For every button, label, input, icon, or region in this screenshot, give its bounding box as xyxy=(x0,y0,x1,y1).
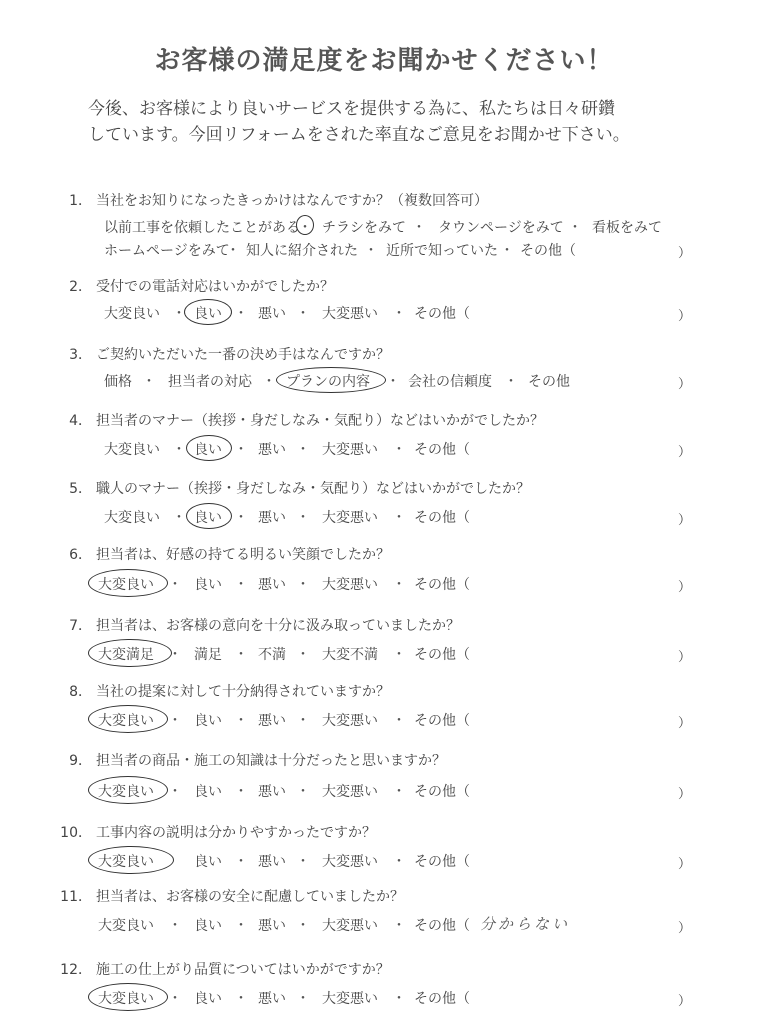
option: 大変良い xyxy=(98,577,154,593)
option: 大変満足 xyxy=(98,647,154,663)
option: 大変良い xyxy=(98,784,154,800)
separator: ・ xyxy=(364,243,378,259)
question-number: 11． xyxy=(60,889,92,905)
question-text: 担当者は、好感の持てる明るい笑顔でしたか？ xyxy=(96,547,390,563)
separator: ・ xyxy=(568,220,582,236)
question-text: 当社の提案に対して十分納得されていますか？ xyxy=(96,684,390,700)
separator: ・ xyxy=(412,220,426,236)
option: 大変良い xyxy=(104,306,160,322)
separator: ・ xyxy=(386,374,400,390)
question-number: 9． xyxy=(69,753,92,769)
option: 大変悪い xyxy=(322,577,378,593)
separator: ・ xyxy=(392,991,406,1007)
close-paren: ） xyxy=(678,580,692,595)
question-text: 施工の仕上がり品質についてはいかがですか？ xyxy=(96,962,390,978)
separator: ・ xyxy=(392,510,406,526)
option: 悪い xyxy=(258,713,286,729)
separator: ・ xyxy=(142,374,156,390)
separator: ・ xyxy=(234,784,248,800)
option: 会社の信頼度 xyxy=(408,374,492,390)
intro-line-1: 今後、お客様により良いサービスを提供する為に、私たちは日々研鑽 xyxy=(88,99,615,119)
question-number: 1． xyxy=(69,193,92,209)
separator: ・ xyxy=(296,784,310,800)
option: 大変悪い xyxy=(322,784,378,800)
question-number: 12． xyxy=(60,962,92,978)
option: 大変悪い xyxy=(322,713,378,729)
separator: ・ xyxy=(392,918,406,934)
separator: ・ xyxy=(234,854,248,870)
option: 知人に紹介された xyxy=(246,243,358,259)
separator: ・ xyxy=(262,374,276,390)
option: 近所で知っていた xyxy=(386,243,498,259)
separator: ・ xyxy=(168,713,182,729)
separator: ・ xyxy=(392,784,406,800)
option: 良い xyxy=(194,854,222,870)
option: 良い xyxy=(194,713,222,729)
separator: ・ xyxy=(168,577,182,593)
question-number: 6． xyxy=(69,547,92,563)
separator: ・ xyxy=(296,510,310,526)
close-paren: ） xyxy=(678,787,692,802)
option: 良い xyxy=(194,918,222,934)
close-paren: ） xyxy=(678,650,692,665)
separator: ・ xyxy=(172,442,186,458)
question-text: ご契約いただいた一番の決め手はなんですか？ xyxy=(96,347,390,363)
separator: ・ xyxy=(168,918,182,934)
q10-options xyxy=(0,851,768,873)
question-text: 当社をお知りになったきっかけはなんですか？（複数回答可） xyxy=(96,193,488,209)
separator: ・ xyxy=(234,510,248,526)
separator: ・ xyxy=(296,306,310,322)
option: 良い xyxy=(194,510,222,526)
close-paren: ） xyxy=(678,716,692,731)
option: 大変悪い xyxy=(322,510,378,526)
question-text: 担当者は、お客様の安全に配慮していましたか？ xyxy=(96,889,404,905)
option: その他（ xyxy=(414,854,470,870)
separator: ・ xyxy=(172,306,186,322)
close-paren: ） xyxy=(678,377,692,392)
separator: ・ xyxy=(168,991,182,1007)
separator: ・ xyxy=(234,577,248,593)
close-paren: ） xyxy=(678,445,692,460)
option: 不満 xyxy=(258,647,286,663)
question-number: 10． xyxy=(60,825,92,841)
q1-options-row-1 xyxy=(0,217,768,239)
q7-options xyxy=(0,644,768,666)
option: 悪い xyxy=(258,784,286,800)
option: 悪い xyxy=(258,918,286,934)
close-paren: ） xyxy=(678,309,692,324)
option: 大変悪い xyxy=(322,854,378,870)
option: 良い xyxy=(194,991,222,1007)
q8-options xyxy=(0,710,768,732)
separator: ・ xyxy=(234,442,248,458)
question-text: 担当者は、お客様の意向を十分に汲み取っていましたか？ xyxy=(96,618,460,634)
separator: ・ xyxy=(234,306,248,322)
option: その他（ xyxy=(520,243,576,259)
option: 悪い xyxy=(258,577,286,593)
option: 担当者の対応 xyxy=(168,374,252,390)
question-number: 8． xyxy=(69,684,92,700)
option: ホームページをみて xyxy=(104,243,230,259)
question-number: 7． xyxy=(69,618,92,634)
option: 価格 xyxy=(104,374,132,390)
q1-options-row-2 xyxy=(0,240,768,262)
question-text: 職人のマナー（挨拶・身だしなみ・気配り）などはいかがでしたか？ xyxy=(96,481,530,497)
option: 悪い xyxy=(258,510,286,526)
question-number: 3． xyxy=(69,347,92,363)
separator: ・ xyxy=(296,647,310,663)
question-text: 担当者のマナー（挨拶・身だしなみ・気配り）などはいかがでしたか？ xyxy=(96,413,544,429)
separator: ・ xyxy=(234,713,248,729)
separator: ・ xyxy=(504,374,518,390)
question-text: 工事内容の説明は分かりやすかったですか？ xyxy=(96,825,376,841)
q12-options xyxy=(0,988,768,1010)
option: 満足 xyxy=(194,647,222,663)
option: 悪い xyxy=(258,442,286,458)
option: その他 xyxy=(528,374,570,390)
intro-line-2: しています。今回リフォームをされた率直なご意見をお聞かせ下さい。 xyxy=(88,125,630,145)
option: その他（ xyxy=(414,918,470,934)
option: その他（ xyxy=(414,442,470,458)
q4-options xyxy=(0,439,768,461)
separator: ・ xyxy=(392,647,406,663)
separator: ・ xyxy=(392,854,406,870)
separator: ・ xyxy=(296,854,310,870)
question-number: 2． xyxy=(69,279,92,295)
question-number: 4． xyxy=(69,413,92,429)
question-text: 担当者の商品・施工の知識は十分だったと思いますか？ xyxy=(96,753,446,769)
option: 良い xyxy=(194,784,222,800)
option: 悪い xyxy=(258,991,286,1007)
separator: ・ xyxy=(392,713,406,729)
option: その他（ xyxy=(414,784,470,800)
q9-options xyxy=(0,781,768,803)
q6-options xyxy=(0,574,768,596)
separator: ・ xyxy=(234,647,248,663)
option: 大変良い xyxy=(104,442,160,458)
close-paren: ） xyxy=(678,513,692,528)
separator: ・ xyxy=(296,577,310,593)
option: 看板をみて xyxy=(592,220,662,236)
option: その他（ xyxy=(414,713,470,729)
close-paren: ） xyxy=(678,994,692,1009)
q5-options xyxy=(0,507,768,529)
separator: ・ xyxy=(296,442,310,458)
separator: ・ xyxy=(392,442,406,458)
option: 悪い xyxy=(258,854,286,870)
option: その他（ xyxy=(414,647,470,663)
option: 以前工事を依頼したことがある xyxy=(104,220,300,236)
option: 大変悪い xyxy=(322,306,378,322)
separator: ・ xyxy=(500,243,514,259)
close-paren: ） xyxy=(678,857,692,872)
option: 良い xyxy=(194,442,222,458)
option: その他（ xyxy=(414,306,470,322)
option: 大変悪い xyxy=(322,918,378,934)
separator: ・ xyxy=(296,991,310,1007)
option: 大変良い xyxy=(98,854,154,870)
option: チラシをみて xyxy=(322,220,406,236)
option: 大変良い xyxy=(104,510,160,526)
handwritten-answer: 分からない xyxy=(480,915,571,933)
question-number: 5． xyxy=(69,481,92,497)
option: 大変良い xyxy=(98,991,154,1007)
survey-title: お客様の満足度をお聞かせください！ xyxy=(154,46,614,76)
separator: ・ xyxy=(234,991,248,1007)
close-paren: ） xyxy=(678,921,692,936)
separator: ・ xyxy=(172,510,186,526)
option: 大変悪い xyxy=(322,442,378,458)
option: 悪い xyxy=(258,306,286,322)
option: その他（ xyxy=(414,510,470,526)
separator: ・ xyxy=(392,577,406,593)
option: 大変良い xyxy=(98,918,154,934)
option: プランの内容 xyxy=(286,374,370,390)
option: その他（ xyxy=(414,991,470,1007)
separator: ・ xyxy=(296,918,310,934)
separator: ・ xyxy=(298,220,312,236)
option: 大変不満 xyxy=(322,647,378,663)
intro-text xyxy=(88,96,728,148)
q11-options xyxy=(0,915,768,937)
option: 大変良い xyxy=(98,713,154,729)
option: 良い xyxy=(194,306,222,322)
separator: ・ xyxy=(226,243,240,259)
q2-options xyxy=(0,303,768,325)
separator: ・ xyxy=(168,647,182,663)
option: 良い xyxy=(194,577,222,593)
separator: ・ xyxy=(234,918,248,934)
option: タウンページをみて xyxy=(438,220,564,236)
separator: ・ xyxy=(168,784,182,800)
question-text: 受付での電話対応はいかがでしたか？ xyxy=(96,279,334,295)
q3-options xyxy=(0,371,768,393)
option: 大変悪い xyxy=(322,991,378,1007)
separator: ・ xyxy=(392,306,406,322)
option: その他（ xyxy=(414,577,470,593)
close-paren: ） xyxy=(678,246,692,261)
separator: ・ xyxy=(296,713,310,729)
